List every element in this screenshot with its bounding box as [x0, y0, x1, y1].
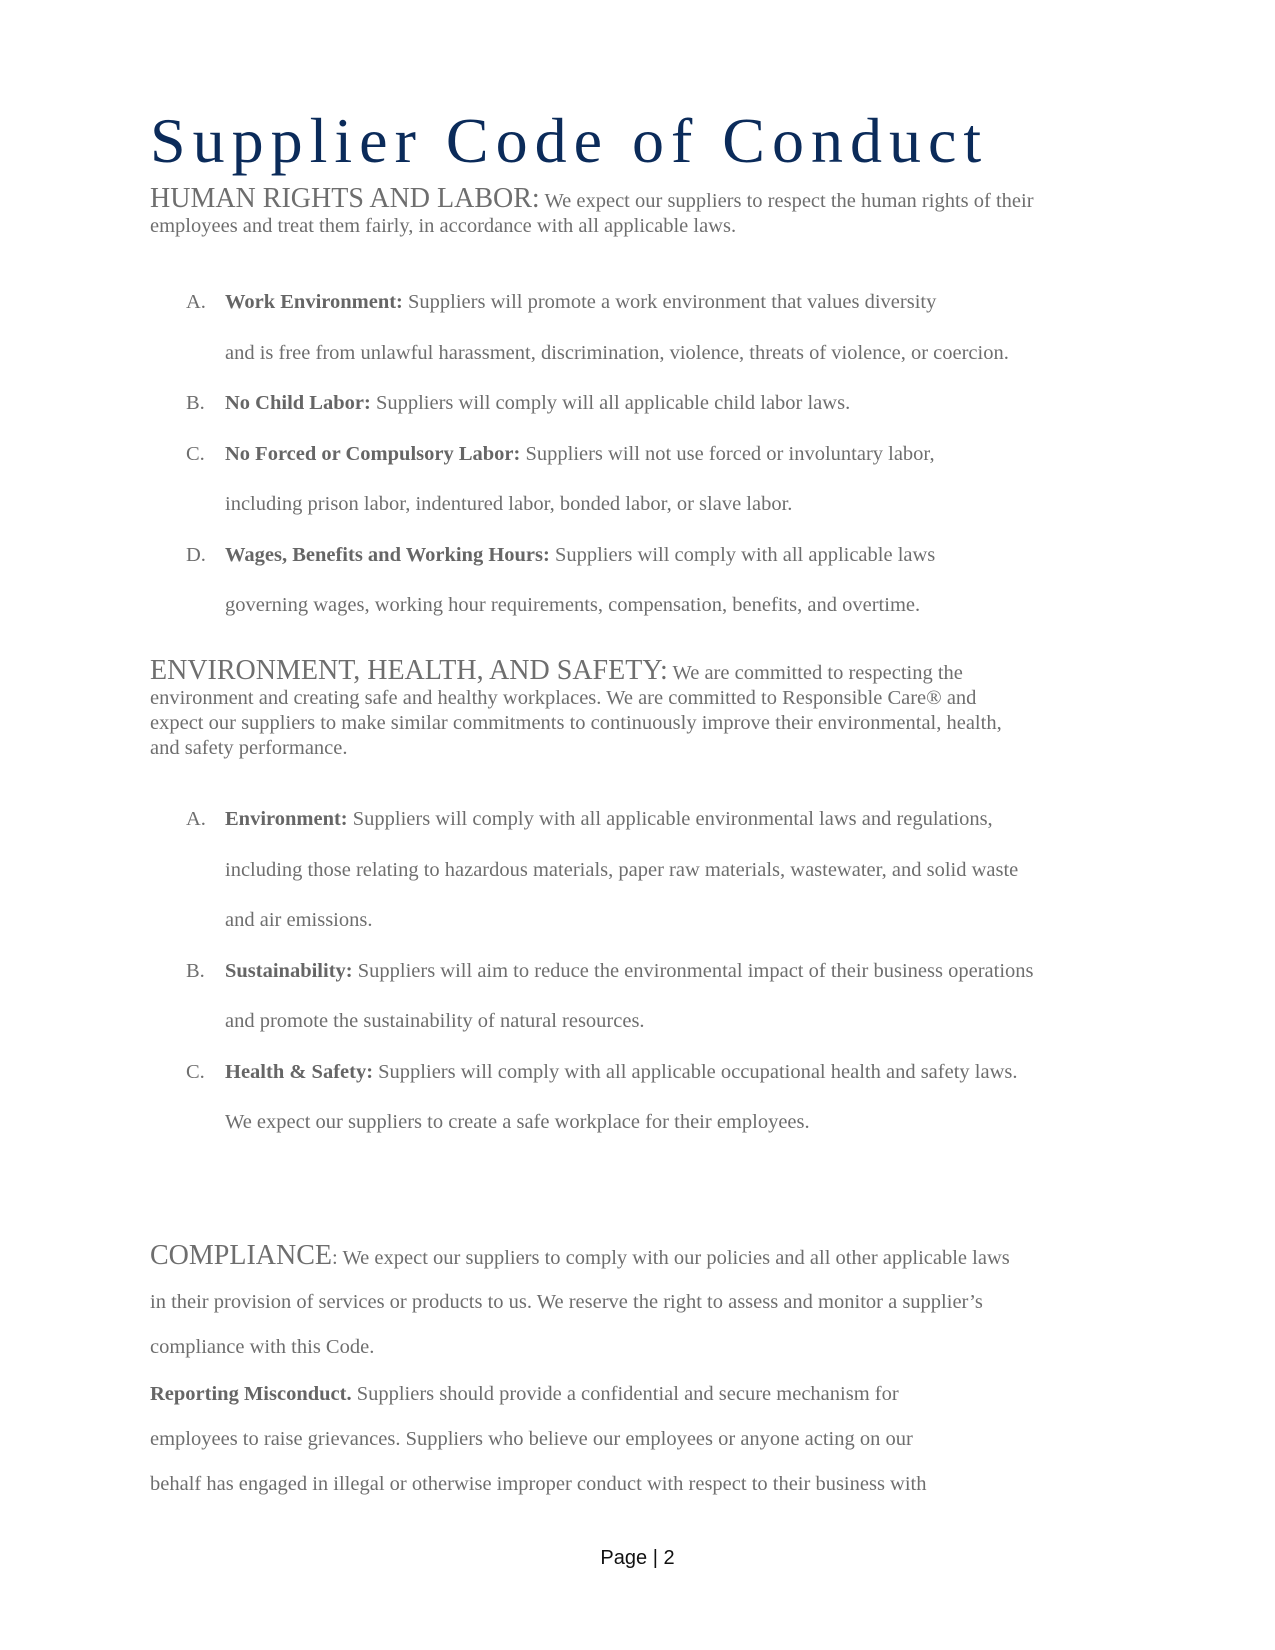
compliance-text-3: compliance with this Code. — [150, 1336, 375, 1358]
page-number: Page | 2 — [600, 1547, 675, 1569]
item-text-continued: including prison labor, indentured labor, bonded labor, or slave labor. — [225, 493, 793, 515]
ehs-intro-text-2: environment and creating safe and healthy workplaces. We are committed to Responsible Care® and — [150, 687, 977, 709]
list-item-sustainability — [186, 946, 1126, 1047]
item-text: Suppliers will comply with all applicable occupational health and safety laws. — [373, 1060, 1018, 1083]
ehs-intro-text-4: and safety performance. — [150, 737, 348, 759]
list-item-no-forced-labor — [186, 429, 1126, 530]
human-rights-intro-text-2: employees and treat them fairly, in accordance with all applicable laws. — [150, 215, 737, 237]
item-text: Suppliers will comply with all applicable laws — [549, 543, 936, 566]
reporting-text: Suppliers should provide a confidential and secure mechanism for — [351, 1383, 899, 1405]
item-label: Environment: — [225, 808, 348, 830]
list-marker: B. — [186, 959, 205, 982]
item-label: Health & Safety: — [225, 1060, 374, 1083]
ehs-intro-text-3: expect our suppliers to make similar commitments to continuously improve their environmental, health, — [150, 712, 1002, 734]
item-label: No Forced or Compulsory Labor: — [225, 442, 521, 465]
compliance-heading: COMPLIANCE — [150, 1240, 333, 1271]
reporting-paragraph — [150, 1372, 1110, 1507]
list-item-health-safety — [186, 1047, 1126, 1148]
item-label: No Child Labor: — [225, 392, 371, 414]
item-text-continued: governing wages, working hour requirements, compensation, benefits, and overtime. — [225, 594, 921, 616]
reporting-text-3: behalf has engaged in illegal or otherwise improper conduct with respect to their business with — [150, 1473, 927, 1495]
list-marker: C. — [186, 442, 205, 465]
ehs-intro — [150, 655, 1110, 761]
reporting-label: Reporting Misconduct. — [150, 1383, 352, 1405]
ehs-list — [186, 794, 1126, 1148]
human-rights-intro — [150, 183, 1110, 239]
reporting-text-2: employees to raise grievances. Suppliers who believe our employees or anyone acting on our — [150, 1428, 913, 1450]
item-text: Suppliers will not use forced or involuntary labor, — [520, 442, 935, 465]
list-marker: B. — [186, 392, 205, 414]
item-text-continued: and is free from unlawful harassment, discrimination, violence, threats of violence, or coercion. — [225, 341, 1009, 364]
list-marker: D. — [186, 543, 206, 566]
item-text-continued: including those relating to hazardous materials, paper raw materials, wastewater, and solid waste — [225, 858, 1019, 881]
item-text: Suppliers will comply will all applicable child labor laws. — [370, 392, 851, 414]
list-item-environment — [186, 794, 1126, 946]
list-item-work-environment — [186, 277, 1126, 378]
human-rights-heading: HUMAN RIGHTS AND LABOR: — [150, 183, 540, 214]
item-label: Sustainability: — [225, 959, 353, 982]
document-title: Supplier Code of Conduct — [150, 105, 989, 176]
list-marker: A. — [186, 808, 206, 830]
item-label: Wages, Benefits and Working Hours: — [225, 543, 550, 566]
compliance-paragraph — [150, 1232, 1110, 1370]
ehs-intro-text: We are committed to respecting the — [667, 662, 963, 684]
item-text-continued: We expect our suppliers to create a safe workplace for their employees. — [225, 1111, 810, 1133]
list-item-no-child-labor — [186, 378, 1126, 429]
item-text-continued: and air emissions. — [225, 909, 373, 931]
item-text: Suppliers will comply with all applicable environmental laws and regulations, — [347, 808, 993, 830]
compliance-text: : We expect our suppliers to comply with our policies and all other applicable laws — [332, 1247, 1010, 1269]
ehs-heading: ENVIRONMENT, HEALTH, AND SAFETY: — [150, 655, 668, 686]
item-label: Work Environment: — [225, 291, 403, 313]
list-item-wages-benefits — [186, 530, 1126, 631]
human-rights-list — [186, 277, 1126, 631]
list-marker: C. — [186, 1060, 205, 1083]
item-text: Suppliers will promote a work environment that values diversity — [402, 291, 937, 313]
list-marker: A. — [186, 291, 206, 313]
item-text-continued: and promote the sustainability of natural resources. — [225, 1010, 645, 1032]
human-rights-intro-text: We expect our suppliers to respect the human rights of their — [539, 190, 1034, 212]
item-text: Suppliers will aim to reduce the environmental impact of their business operations — [352, 959, 1034, 982]
compliance-text-2: in their provision of services or products to us. We reserve the right to assess and monitor a supplier’s — [150, 1291, 983, 1313]
